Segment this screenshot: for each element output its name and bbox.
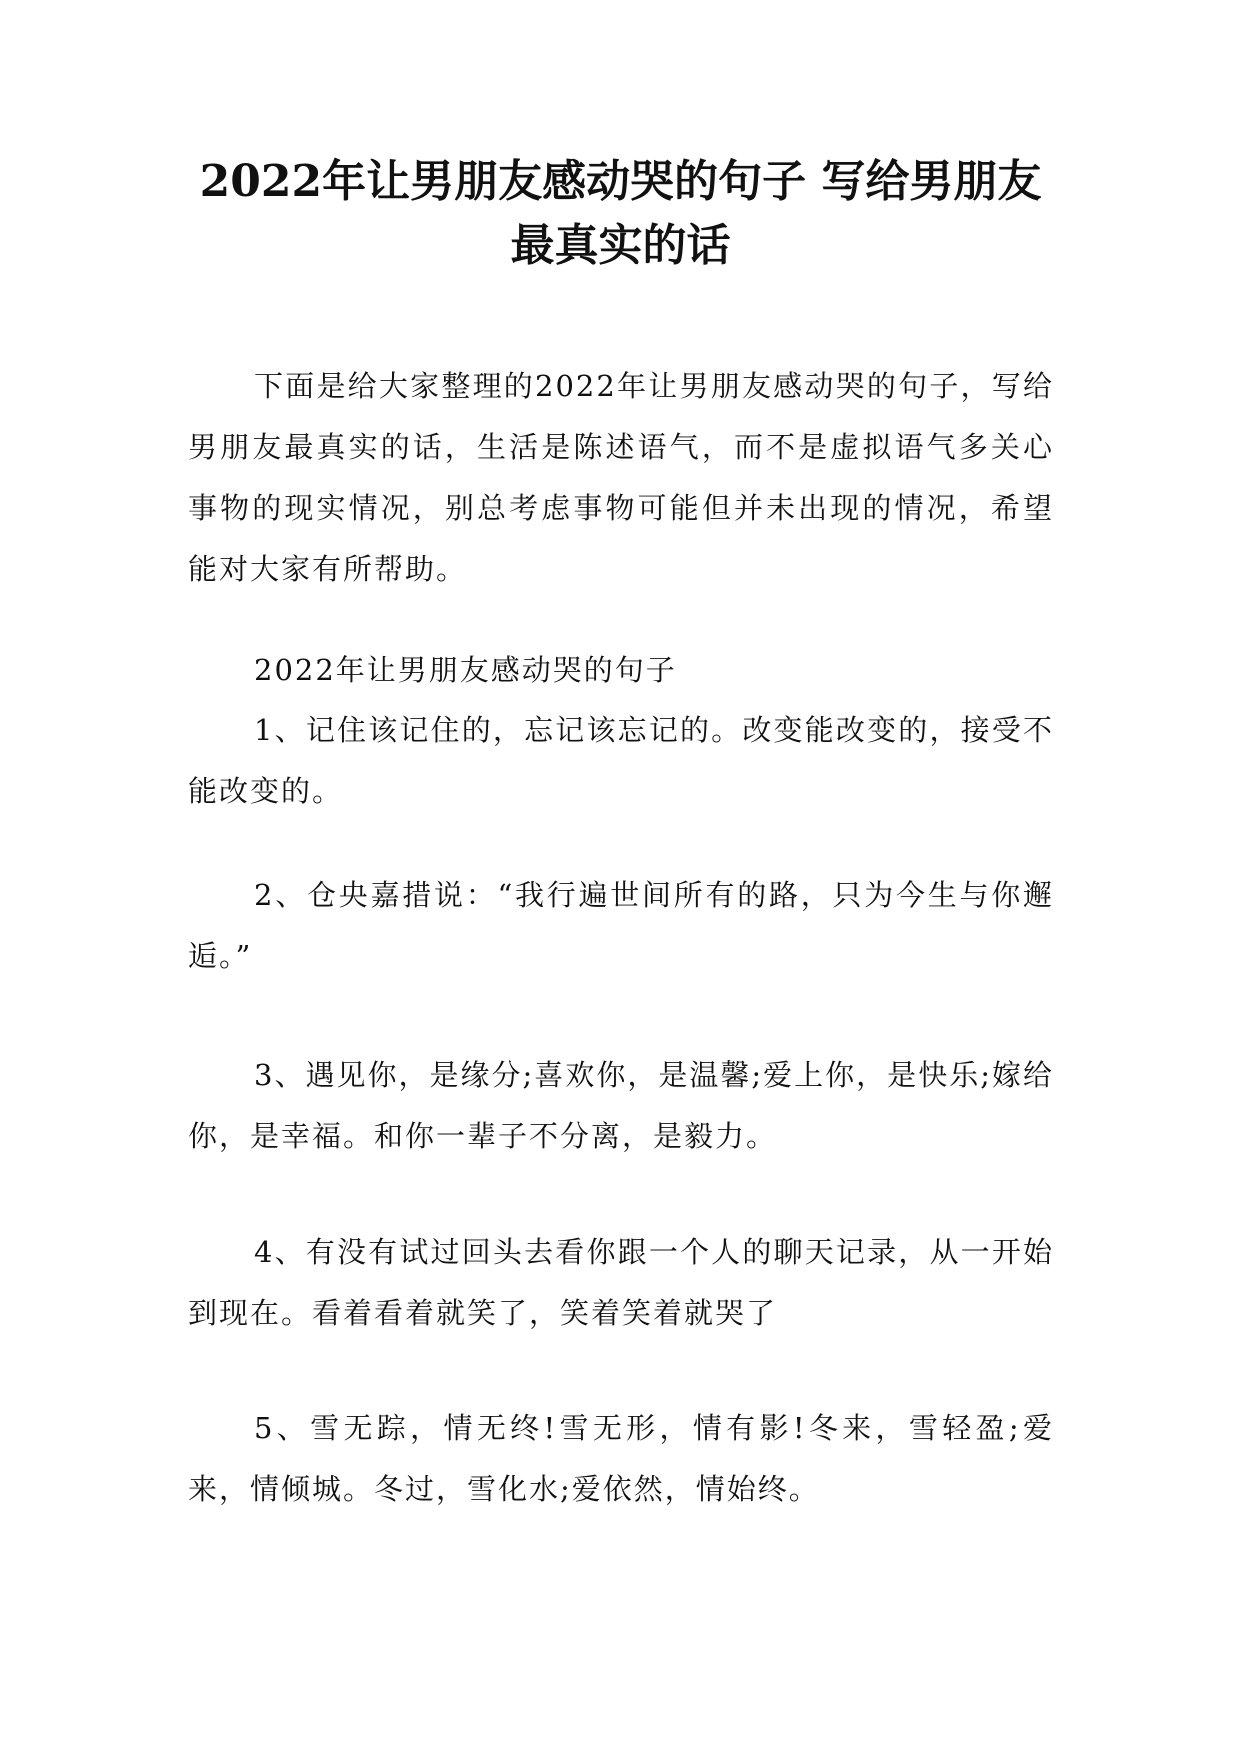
list-item: 4、有没有试过回头去看你跟一个人的聊天记录，从一开始到现在。看着看着就笑了，笑着笑着就哭了 [188,1235,1054,1330]
list-item: 3、遇见你，是缘分;喜欢你，是温馨;爱上你，是快乐;嫁给你，是幸福。和你一辈子不分离，是毅力。 [188,1058,1054,1153]
document-title: 2022年让男朋友感动哭的句子 写给男朋友最真实的话 [199,156,1042,271]
list-item: 1、记住该记住的，忘记该忘记的。改变能改变的，接受不能改变的。 [188,713,1054,808]
section-heading: 2022年让男朋友感动哭的句子 [254,653,677,687]
list-item: 2、仓央嘉措说：“我行遍世间所有的路，只为今生与你邂逅。” [188,878,1054,973]
list-item: 5、雪无踪，情无终!雪无形，情有影!冬来，雪轻盈;爱来，情倾城。冬过，雪化水;爱依然，情始终。 [188,1411,1054,1506]
intro-paragraph: 下面是给大家整理的2022年让男朋友感动哭的句子，写给男朋友最真实的话，生活是陈述语气，而不是虚拟语气多关心事物的现实情况，别总考虑事物可能但并未出现的情况，希望能对大家有所帮助。 [188,369,1054,586]
